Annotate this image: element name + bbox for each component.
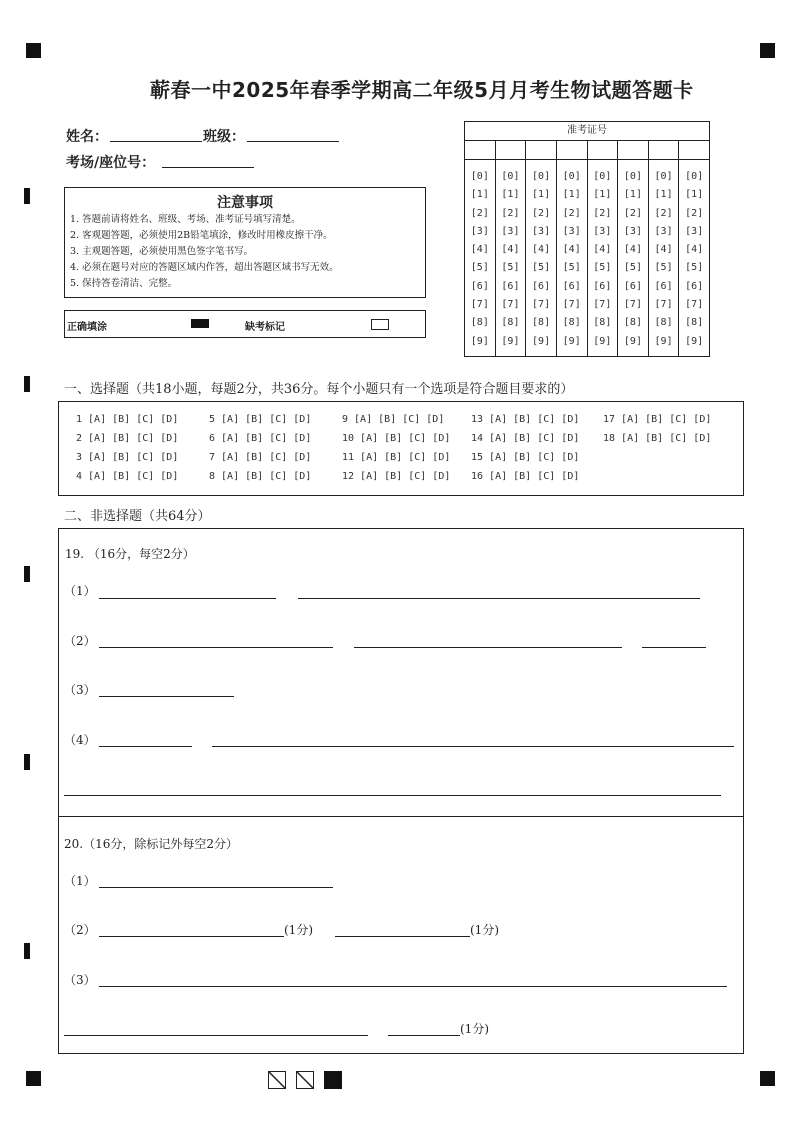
question-divider bbox=[58, 816, 744, 817]
admission-digit-bubble[interactable]: [8] bbox=[562, 317, 581, 329]
admission-digit-bubble[interactable]: [3] bbox=[562, 225, 581, 237]
mcq-question-row[interactable]: 3 [A] [B] [C] [D] bbox=[76, 452, 179, 463]
room-seat-field[interactable] bbox=[162, 167, 254, 168]
mcq-question-row[interactable]: 16 [A] [B] [C] [D] bbox=[471, 471, 580, 482]
answer-line[interactable] bbox=[99, 647, 333, 648]
admission-digit-bubble[interactable]: [6] bbox=[623, 280, 642, 292]
corner-mark-top-right bbox=[760, 43, 775, 58]
answer-line[interactable] bbox=[64, 1035, 368, 1036]
mcq-question-row[interactable]: 7 [A] [B] [C] [D] bbox=[209, 452, 312, 463]
admission-digit-bubble[interactable]: [7] bbox=[654, 299, 673, 311]
mcq-question-row[interactable]: 9 [A] [B] [C] [D] bbox=[342, 414, 445, 425]
admission-digit-bubble[interactable]: [0] bbox=[593, 171, 612, 182]
mcq-question-row[interactable]: 8 [A] [B] [C] [D] bbox=[209, 471, 312, 482]
admission-digit-bubble[interactable]: [4] bbox=[501, 244, 520, 256]
admission-digit-bubble[interactable]: [7] bbox=[470, 299, 489, 311]
section2-title: 二、非选择题（共64分） bbox=[64, 509, 211, 524]
admission-digit-bubble[interactable]: [9] bbox=[532, 335, 551, 347]
notice-title: 注意事项 bbox=[217, 195, 273, 211]
admission-digit-bubble[interactable]: [5] bbox=[593, 262, 612, 274]
q20-part-3: （3） bbox=[64, 973, 96, 987]
answer-line[interactable] bbox=[642, 647, 706, 648]
name-field[interactable] bbox=[110, 141, 202, 142]
q19-part-1: （1） bbox=[64, 584, 96, 598]
q19-part-4: （4） bbox=[64, 733, 96, 747]
admission-digit-bubble[interactable]: [5] bbox=[470, 262, 489, 274]
mcq-question-row[interactable]: 5 [A] [B] [C] [D] bbox=[209, 414, 312, 425]
admission-digit-bubble[interactable]: [8] bbox=[623, 317, 642, 329]
admission-digit-bubble[interactable]: [5] bbox=[685, 262, 704, 274]
admission-digit-bubble[interactable]: [4] bbox=[623, 244, 642, 256]
admission-digit-bubble[interactable]: [3] bbox=[685, 225, 704, 237]
admission-digit-bubble[interactable]: [2] bbox=[685, 207, 704, 219]
notice-item: 5. 保持答卷清洁、完整。 bbox=[70, 278, 178, 289]
admission-digit-bubble[interactable]: [4] bbox=[654, 244, 673, 256]
mcq-question-row[interactable]: 11 [A] [B] [C] [D] bbox=[342, 452, 451, 463]
q20-header: 20.（16分，除标记外每空2分） bbox=[64, 837, 238, 851]
admission-digit-bubble[interactable]: [8] bbox=[654, 317, 673, 329]
admission-digit-bubble[interactable]: [7] bbox=[623, 299, 642, 311]
corner-mark-bottom-right bbox=[760, 1071, 775, 1086]
q19-part-3: （3） bbox=[64, 683, 96, 697]
corner-mark-bottom-left bbox=[26, 1071, 41, 1086]
admission-digit-bubble[interactable]: [7] bbox=[562, 299, 581, 311]
admission-digit-bubble[interactable]: [0] bbox=[623, 171, 642, 182]
admission-digit-bubble[interactable]: [0] bbox=[562, 171, 581, 182]
page-code-box bbox=[268, 1071, 286, 1089]
admission-digit-bubble[interactable]: [6] bbox=[501, 280, 520, 292]
admission-digit-bubble[interactable]: [5] bbox=[654, 262, 673, 274]
admission-digit-bubble[interactable]: [1] bbox=[501, 189, 520, 201]
timing-mark bbox=[24, 188, 30, 204]
admission-digit-bubble[interactable]: [4] bbox=[532, 244, 551, 256]
admission-digit-bubble[interactable]: [8] bbox=[532, 317, 551, 329]
admission-digit-bubble[interactable]: [1] bbox=[470, 189, 489, 201]
mcq-question-row[interactable]: 15 [A] [B] [C] [D] bbox=[471, 452, 580, 463]
answer-line[interactable] bbox=[99, 986, 727, 987]
q19-header: 19. （16分，每空2分） bbox=[65, 547, 195, 561]
class-field[interactable] bbox=[247, 141, 339, 142]
admission-digit-bubble[interactable]: [5] bbox=[623, 262, 642, 274]
admission-digit-bubble[interactable]: [5] bbox=[501, 262, 520, 274]
admission-digit-bubble[interactable]: [6] bbox=[593, 280, 612, 292]
admission-digit-bubble[interactable]: [0] bbox=[654, 171, 673, 182]
admission-digit-bubble[interactable]: [8] bbox=[470, 317, 489, 329]
page-title: 蕲春一中2025年春季学期高二年级5月月考生物试题答题卡 bbox=[150, 78, 694, 102]
answer-line[interactable] bbox=[388, 1035, 460, 1036]
timing-mark bbox=[24, 943, 30, 959]
admission-digit-bubble[interactable]: [8] bbox=[501, 317, 520, 329]
admission-digit-column bbox=[679, 160, 709, 357]
section1-title: 一、选择题（共18小题，每题2分，共36分。每个小题只有一个选项是符合题目要求的） bbox=[64, 382, 574, 397]
q19-part-2: （2） bbox=[64, 634, 96, 648]
admission-digit-bubble[interactable]: [3] bbox=[623, 225, 642, 237]
admission-digit-bubble[interactable]: [7] bbox=[593, 299, 612, 311]
admission-digit-bubble[interactable]: [2] bbox=[470, 207, 489, 219]
admission-digit-column bbox=[588, 160, 619, 357]
admission-digit-bubble[interactable]: [6] bbox=[470, 280, 489, 292]
answer-line[interactable] bbox=[354, 647, 622, 648]
admission-digit-bubble[interactable]: [0] bbox=[470, 171, 489, 182]
admission-digit-bubble[interactable]: [8] bbox=[593, 317, 612, 329]
admission-digit-bubble[interactable]: [8] bbox=[685, 317, 704, 329]
mcq-question-row[interactable]: 10 [A] [B] [C] [D] bbox=[342, 433, 451, 444]
fill-legend bbox=[64, 310, 426, 338]
admission-digit-bubble[interactable]: [9] bbox=[501, 335, 520, 347]
answer-line[interactable] bbox=[99, 936, 284, 937]
admission-digit-bubble[interactable]: [3] bbox=[593, 225, 612, 237]
corner-mark-top-left bbox=[26, 43, 41, 58]
answer-line[interactable] bbox=[298, 598, 700, 599]
admission-digit-bubble[interactable]: [2] bbox=[593, 207, 612, 219]
admission-digit-bubble[interactable]: [2] bbox=[501, 207, 520, 219]
class-label: 班级： bbox=[203, 129, 245, 145]
notice-item: 1. 答题前请将姓名、班级、考场、准考证号填写清楚。 bbox=[70, 214, 301, 225]
absent-mark-label: 缺考标记 bbox=[245, 322, 285, 333]
admission-digit-bubble[interactable]: [6] bbox=[685, 280, 704, 292]
timing-mark bbox=[24, 566, 30, 582]
admission-digit-bubble[interactable]: [7] bbox=[532, 299, 551, 311]
admission-digit-bubble[interactable]: [4] bbox=[562, 244, 581, 256]
point-note: (1分) bbox=[470, 923, 499, 937]
answer-line[interactable] bbox=[99, 887, 333, 888]
absent-mark-checkbox[interactable] bbox=[371, 319, 389, 330]
admission-digit-bubble[interactable]: [1] bbox=[623, 189, 642, 201]
admission-digit-bubble[interactable]: [3] bbox=[470, 225, 489, 237]
point-note: (1分) bbox=[460, 1022, 489, 1036]
admission-digit-bubble[interactable]: [5] bbox=[562, 262, 581, 274]
admission-digit-bubble[interactable]: [2] bbox=[532, 207, 551, 219]
admission-digit-bubble[interactable]: [7] bbox=[501, 299, 520, 311]
answer-area bbox=[58, 528, 744, 1054]
point-note: (1分) bbox=[284, 923, 313, 937]
answer-line[interactable] bbox=[335, 936, 470, 937]
admission-digit-column bbox=[465, 160, 496, 357]
admission-label: 准考证号 bbox=[465, 122, 709, 141]
admission-digit-bubble[interactable]: [6] bbox=[562, 280, 581, 292]
admission-digit-column bbox=[526, 160, 557, 357]
mcq-question-row[interactable]: 1 [A] [B] [C] [D] bbox=[76, 414, 179, 425]
admission-digit-bubble[interactable]: [9] bbox=[623, 335, 642, 347]
correct-fill-label: 正确填涂 bbox=[67, 322, 107, 333]
notice-box bbox=[64, 187, 426, 298]
mcq-question-row[interactable]: 14 [A] [B] [C] [D] bbox=[471, 433, 580, 444]
timing-mark bbox=[24, 754, 30, 770]
admission-digit-bubble[interactable]: [6] bbox=[654, 280, 673, 292]
admission-number-grid bbox=[464, 121, 710, 357]
admission-digit-columns bbox=[465, 160, 709, 357]
admission-digit-bubble[interactable]: [9] bbox=[562, 335, 581, 347]
answer-line[interactable] bbox=[99, 696, 234, 697]
admission-digit-bubble[interactable]: [2] bbox=[562, 207, 581, 219]
answer-line[interactable] bbox=[64, 795, 721, 796]
mcq-question-row[interactable]: 17 [A] [B] [C] [D] bbox=[603, 414, 712, 425]
admission-digit-bubble[interactable]: [4] bbox=[470, 244, 489, 256]
admission-digit-bubble[interactable]: [2] bbox=[654, 207, 673, 219]
q20-part-2: （2） bbox=[64, 923, 96, 937]
admission-digit-bubble[interactable]: [9] bbox=[685, 335, 704, 347]
answer-line[interactable] bbox=[212, 746, 734, 747]
admission-digit-column bbox=[496, 160, 527, 357]
admission-digit-bubble[interactable]: [4] bbox=[593, 244, 612, 256]
admission-digit-bubble[interactable]: [9] bbox=[654, 335, 673, 347]
admission-digit-bubble[interactable]: [1] bbox=[532, 189, 551, 201]
mcq-question-row[interactable]: 2 [A] [B] [C] [D] bbox=[76, 433, 179, 444]
admission-digit-bubble[interactable]: [4] bbox=[685, 244, 704, 256]
admission-digit-column bbox=[618, 160, 649, 357]
correct-fill-sample bbox=[191, 319, 209, 328]
admission-digit-column bbox=[557, 160, 588, 357]
q20-part-1: （1） bbox=[64, 874, 96, 888]
mcq-question-row[interactable]: 13 [A] [B] [C] [D] bbox=[471, 414, 580, 425]
admission-digit-bubble[interactable]: [1] bbox=[562, 189, 581, 201]
notice-item: 3. 主观题答题，必须使用黑色签字笔书写。 bbox=[70, 246, 254, 257]
admission-digit-bubble[interactable]: [3] bbox=[532, 225, 551, 237]
room-seat-label: 考场/座位号： bbox=[66, 155, 156, 171]
mcq-question-row[interactable]: 4 [A] [B] [C] [D] bbox=[76, 471, 179, 482]
admission-digit-bubble[interactable]: [0] bbox=[501, 171, 520, 182]
admission-digit-bubble[interactable]: [3] bbox=[654, 225, 673, 237]
timing-mark bbox=[24, 376, 30, 392]
name-label: 姓名： bbox=[66, 129, 108, 145]
mcq-question-row[interactable]: 6 [A] [B] [C] [D] bbox=[209, 433, 312, 444]
admission-digit-bubble[interactable]: [1] bbox=[685, 189, 704, 201]
admission-digit-bubble[interactable]: [0] bbox=[532, 171, 551, 182]
mcq-question-row[interactable]: 12 [A] [B] [C] [D] bbox=[342, 471, 451, 482]
admission-digit-bubble[interactable]: [1] bbox=[654, 189, 673, 201]
notice-item: 4. 必须在题号对应的答题区域内作答，超出答题区域书写无效。 bbox=[70, 262, 339, 273]
admission-digit-bubble[interactable]: [1] bbox=[593, 189, 612, 201]
admission-digit-column bbox=[649, 160, 680, 357]
admission-digit-bubble[interactable]: [9] bbox=[593, 335, 612, 347]
admission-digit-bubble[interactable]: [9] bbox=[470, 335, 489, 347]
admission-digit-bubble[interactable]: [3] bbox=[501, 225, 520, 237]
admission-digit-bubble[interactable]: [6] bbox=[532, 280, 551, 292]
admission-digit-bubble[interactable]: [7] bbox=[685, 299, 704, 311]
admission-digit-bubble[interactable]: [2] bbox=[623, 207, 642, 219]
answer-line[interactable] bbox=[99, 746, 192, 747]
page-code-box bbox=[296, 1071, 314, 1089]
admission-write-cells[interactable] bbox=[465, 141, 709, 160]
admission-digit-bubble[interactable]: [5] bbox=[532, 262, 551, 274]
answer-line[interactable] bbox=[99, 598, 276, 599]
admission-digit-bubble[interactable]: [0] bbox=[685, 171, 704, 182]
mcq-question-row[interactable]: 18 [A] [B] [C] [D] bbox=[603, 433, 712, 444]
notice-item: 2. 客观题答题，必须使用2B铅笔填涂，修改时用橡皮擦干净。 bbox=[70, 230, 333, 241]
page-code-filled bbox=[324, 1071, 342, 1089]
mcq-answer-area bbox=[58, 401, 744, 496]
